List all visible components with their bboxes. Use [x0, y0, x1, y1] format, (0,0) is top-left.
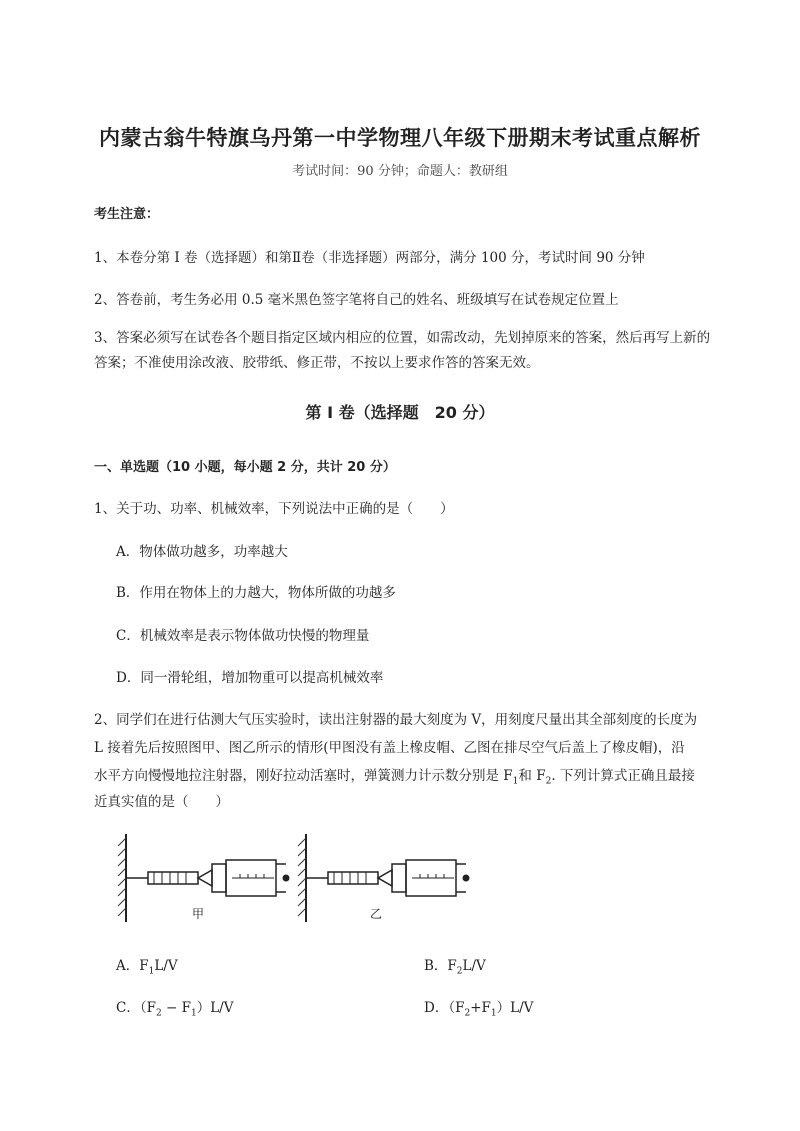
notice-item-2: 2、答卷前，考生务必用 0.5 毫米黑色签字笔将自己的姓名、班级填写在试卷规定位置上 [94, 292, 619, 308]
question-2-option-c: C．$(F_2 - F_1)L/V$ [116, 1000, 234, 1019]
question-1-option-c: C．机械效率是表示物体做功快慢的物理量 [116, 628, 370, 644]
question-2-stem-line-4: 近真实值的是（ ） [94, 794, 229, 810]
question-1-option-d: D．同一滑轮组，增加物重可以提高机械效率 [116, 670, 384, 686]
section-subtitle: 一、单选题（10 小题，每小题 2 分，共计 20 分） [94, 460, 396, 475]
question-2-option-a: A．$F_1L/V$ [116, 958, 178, 977]
figure-label-b: 乙 [370, 907, 383, 921]
syringe-setup-a [126, 860, 289, 896]
question-2-stem-line-1: 2、同学们在进行估测大气压实验时，读出注射器的最大刻度为 V，用刻度尺量出其全部刻度的长度为 [94, 712, 698, 728]
figure-label-a: 甲 [192, 907, 205, 921]
question-2-stem-line-3: 水平方向慢慢地拉注射器，刚好拉动活塞时，弹簧测力计示数分别是 $F_1$和 $F_2$. 下列计算式正确且最接 [94, 768, 695, 787]
notice-item-1: 1、本卷分第 I 卷（选择题）和第Ⅱ卷（非选择题）两部分，满分 100 分，考试时间 90 分钟 [94, 250, 645, 266]
section-title: 第 I 卷（选择题 20 分） [305, 403, 495, 422]
exam-meta: 考试时间：90 分钟；命题人：教研组 [292, 164, 508, 179]
question-2-option-b: B．$F_2L/V$ [424, 958, 486, 977]
question-2-stem-line-2: L 接着先后按照图甲、图乙所示的情形(甲图没有盖上橡皮帽、乙图在排尽空气后盖上了橡皮帽)，沿 [94, 740, 685, 756]
notice-item-3: 3、答案必须写在试卷各个题目指定区域内相应的位置，如需改动，先划掉原来的答案，然后再写上新的答案；不准使用涂改液、胶带纸、修正带，不按以上要求作答的答案无效。 [94, 330, 711, 371]
question-2-option-d: D．$(F_2+F_1)L/V$ [424, 1000, 534, 1019]
syringe-setup-b [306, 860, 469, 896]
question-1-option-a: A．物体做功越多，功率越大 [116, 544, 288, 560]
syringe-experiment-figure [114, 834, 474, 924]
notice-heading: 考生注意： [94, 207, 160, 222]
question-1-stem: 1、关于功、功率、机械效率，下列说法中正确的是（ ） [94, 501, 454, 517]
wall-a [118, 834, 126, 922]
page-title: 内蒙古翁牛特旗乌丹第一中学物理八年级下册期末考试重点解析 [99, 126, 701, 150]
wall-b [298, 834, 306, 922]
question-1-option-b: B．作用在物体上的力越大，物体所做的功越多 [116, 585, 396, 601]
